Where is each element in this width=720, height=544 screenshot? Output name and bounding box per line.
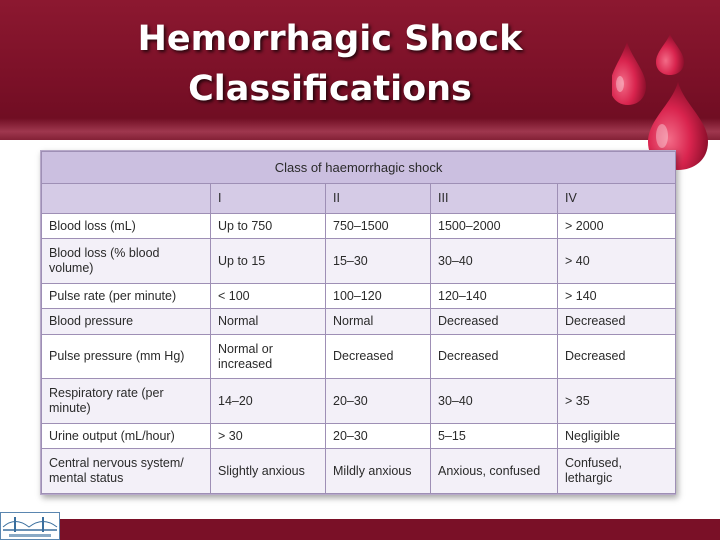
table-cell: 750–1500 (326, 214, 431, 239)
table-cell: 30–40 (431, 379, 558, 424)
table-cell: > 140 (558, 283, 676, 308)
table-cell: > 30 (211, 423, 326, 448)
blood-drop-small-icon (656, 34, 684, 75)
table-cell: 30–40 (431, 239, 558, 284)
table-cell: 1500–2000 (431, 214, 558, 239)
table-cell: Slightly anxious (211, 449, 326, 494)
table-row (42, 334, 676, 379)
table-cell: > 2000 (558, 214, 676, 239)
table-header-row (42, 184, 676, 214)
table-cell: 5–15 (431, 423, 558, 448)
table-row (42, 239, 676, 284)
column-header: III (431, 184, 558, 214)
table-cell: 100–120 (326, 283, 431, 308)
table-cell: 14–20 (211, 379, 326, 424)
table-cell: Normal or increased (211, 334, 326, 379)
row-label: Pulse pressure (mm Hg) (42, 334, 211, 379)
shock-classification-table (40, 150, 676, 495)
row-label: Urine output (mL/hour) (42, 423, 211, 448)
table-row (42, 309, 676, 334)
bridge-logo-icon (1, 513, 59, 539)
table-cell: Negligible (558, 423, 676, 448)
table-row (42, 283, 676, 308)
table-cell: Anxious, confused (431, 449, 558, 494)
row-label: Blood loss (% blood volume) (42, 239, 211, 284)
row-label: Blood pressure (42, 309, 211, 334)
row-label: Pulse rate (per minute) (42, 283, 211, 308)
table-caption: Class of haemorrhagic shock (42, 152, 676, 184)
slide-title-line2: Classifications (188, 69, 472, 109)
slide-title (120, 14, 540, 114)
table-cell: > 40 (558, 239, 676, 284)
table-cell: 15–30 (326, 239, 431, 284)
row-label: Blood loss (mL) (42, 214, 211, 239)
table-row (42, 214, 676, 239)
column-header (42, 184, 211, 214)
table-cell: Up to 750 (211, 214, 326, 239)
table-cell: > 35 (558, 379, 676, 424)
row-label: Central nervous system/ mental status (42, 449, 211, 494)
column-header: IV (558, 184, 676, 214)
table-cell: Normal (211, 309, 326, 334)
table-cell: Decreased (558, 334, 676, 379)
table-cell: 20–30 (326, 379, 431, 424)
column-header: I (211, 184, 326, 214)
table-row (42, 423, 676, 448)
footer-logo (0, 512, 60, 540)
footer-bar (0, 519, 720, 540)
table-cell: Decreased (431, 334, 558, 379)
slide-title-line1: Hemorrhagic Shock (137, 19, 523, 59)
row-label: Respiratory rate (per minute) (42, 379, 211, 424)
table-cell: < 100 (211, 283, 326, 308)
table-cell: Confused, lethargic (558, 449, 676, 494)
table-cell: Mildly anxious (326, 449, 431, 494)
table-cell: Up to 15 (211, 239, 326, 284)
blood-drop-medium-icon (612, 42, 646, 105)
table-cell: 120–140 (431, 283, 558, 308)
column-header: II (326, 184, 431, 214)
table-cell: Decreased (558, 309, 676, 334)
table-cell: Normal (326, 309, 431, 334)
table-cell: 20–30 (326, 423, 431, 448)
table-row (42, 379, 676, 424)
table-row (42, 449, 676, 494)
table-cell: Decreased (431, 309, 558, 334)
table-cell: Decreased (326, 334, 431, 379)
